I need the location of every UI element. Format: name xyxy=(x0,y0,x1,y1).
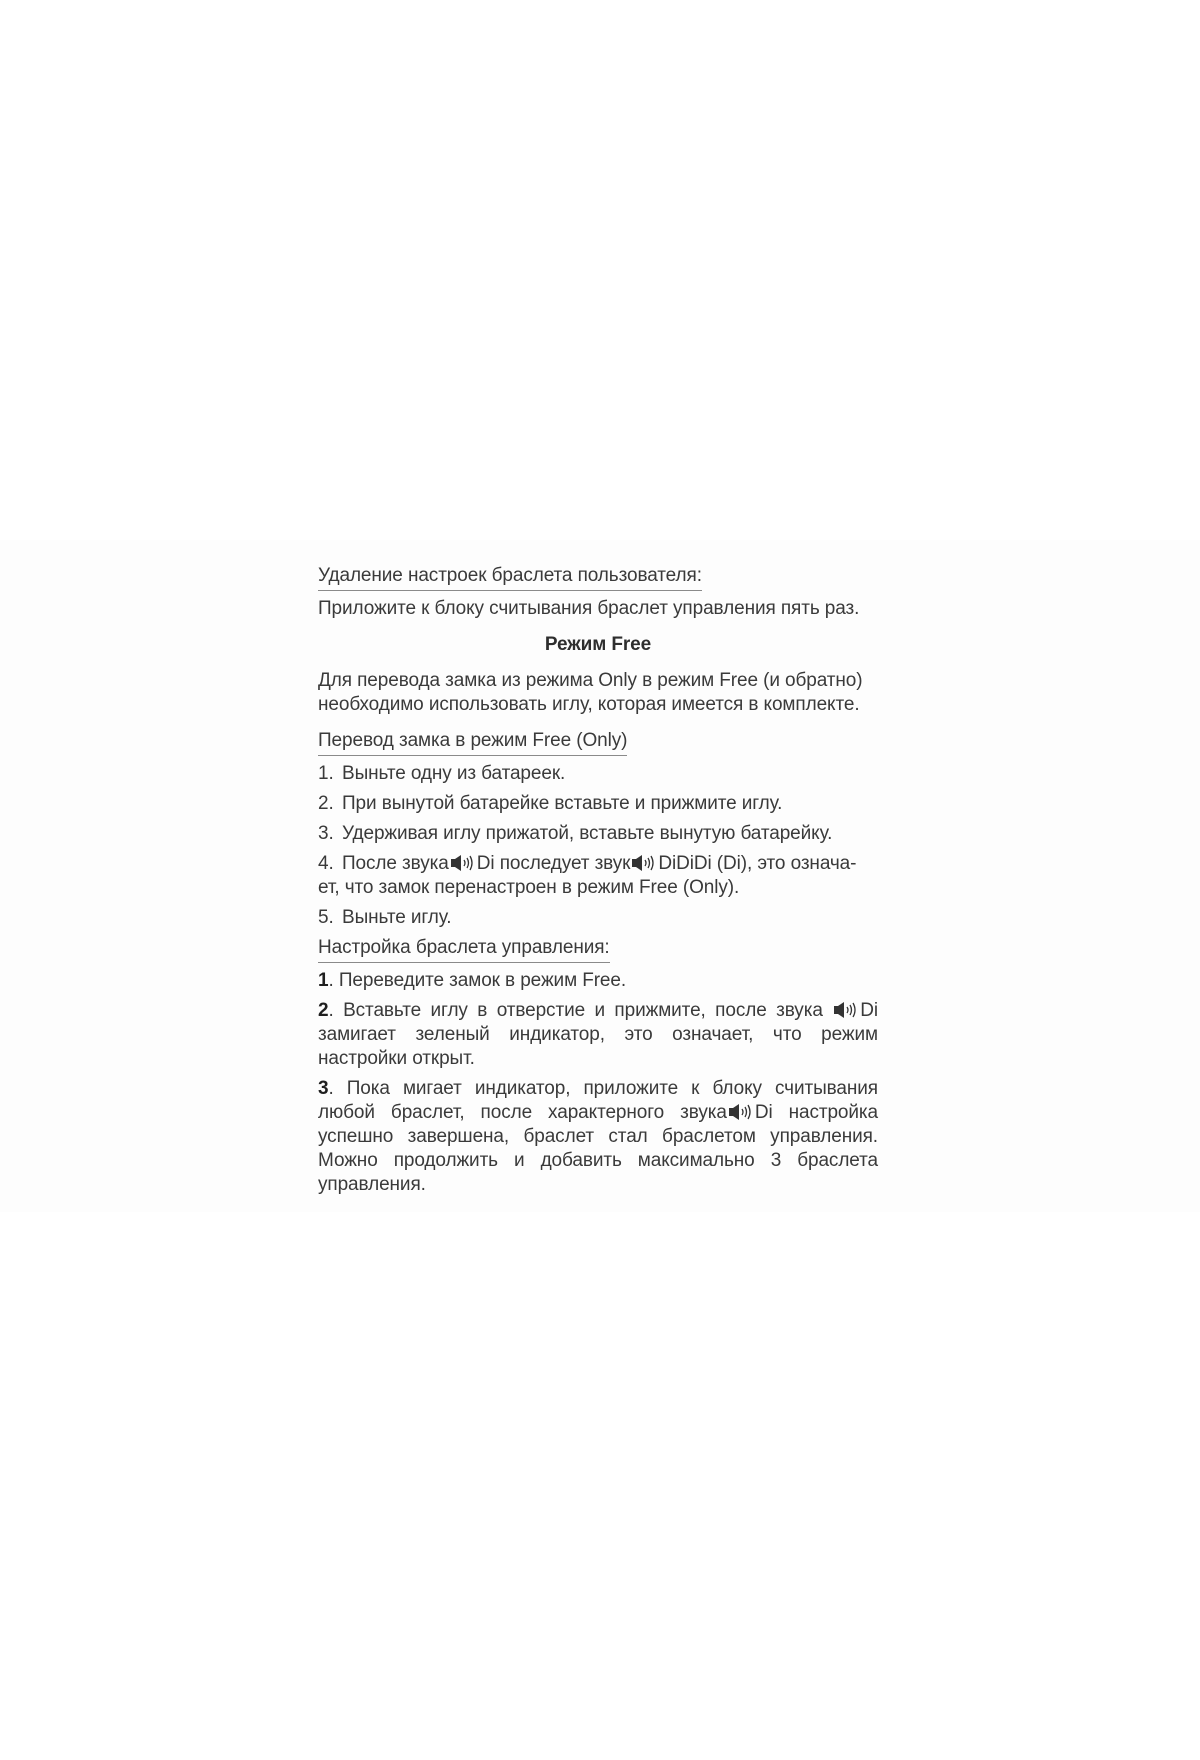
instruction-page xyxy=(318,564,878,1197)
switch-step-2 xyxy=(318,792,878,816)
step-number: 3 xyxy=(318,1078,329,1099)
step-number: 3. xyxy=(318,823,334,844)
switch-step-1 xyxy=(318,762,878,786)
step-number: 1. xyxy=(318,763,334,784)
step-number: 4. xyxy=(318,853,334,874)
speaker-sound-icon xyxy=(450,854,476,872)
step-number: 2 xyxy=(318,1000,329,1021)
free-mode-intro-line1: Для перевода замка из режима Only в режим Free (и обратно) xyxy=(318,670,863,691)
speaker-sound-icon xyxy=(728,1103,754,1121)
control-step-2: 2. Вставьте иглу в отверстие и прижмите, после звука Di замигает зеленый индикатор, это означает, что режим настройки открыт. xyxy=(318,1000,878,1069)
delete-settings-text: Приложите к блоку считывания браслет управления пять раз. xyxy=(318,598,860,619)
speaker-sound-icon xyxy=(833,1001,859,1019)
switch-step-3 xyxy=(318,822,878,846)
switch-step-4-cont: ет, что замок перенастроен в режим Free (Only). xyxy=(318,877,740,898)
step-text: При вынутой батарейке вставьте и прижмите иглу. xyxy=(342,793,783,814)
control-setup-heading: Настройка браслета управления: xyxy=(318,936,878,963)
step-text: Удерживая иглу прижатой, вставьте вынутую батарейку. xyxy=(342,823,833,844)
step-number: 2. xyxy=(318,793,334,814)
step-number: 5. xyxy=(318,907,334,928)
control-step-3: 3. Пока мигает индикатор, приложите к блоку считывания любой браслет, после характерного звука Di настройка успешно завершена, браслет стал браслетом управления. Можно продолжить и добавить максимально 3 браслета управления. xyxy=(318,1078,878,1195)
step-number: 1 xyxy=(318,970,329,991)
step-text: Выньте иглу. xyxy=(342,907,452,928)
switch-step-4: 4. После звука Di последует звук DiDiDi (Di), это означа- xyxy=(318,853,857,874)
free-mode-intro-line2: необходимо использовать иглу, которая имеется в комплекте. xyxy=(318,694,860,715)
delete-settings-heading: Удаление настроек браслета пользователя: xyxy=(318,564,878,591)
speaker-sound-icon xyxy=(631,854,657,872)
control-step-1: 1. Переведите замок в режим Free. xyxy=(318,970,627,991)
switch-step-5 xyxy=(318,906,878,930)
free-mode-title: Режим Free xyxy=(544,634,652,655)
step-text: Выньте одну из батареек. xyxy=(342,763,566,784)
switch-mode-heading: Перевод замка в режим Free (Only) xyxy=(318,729,878,756)
